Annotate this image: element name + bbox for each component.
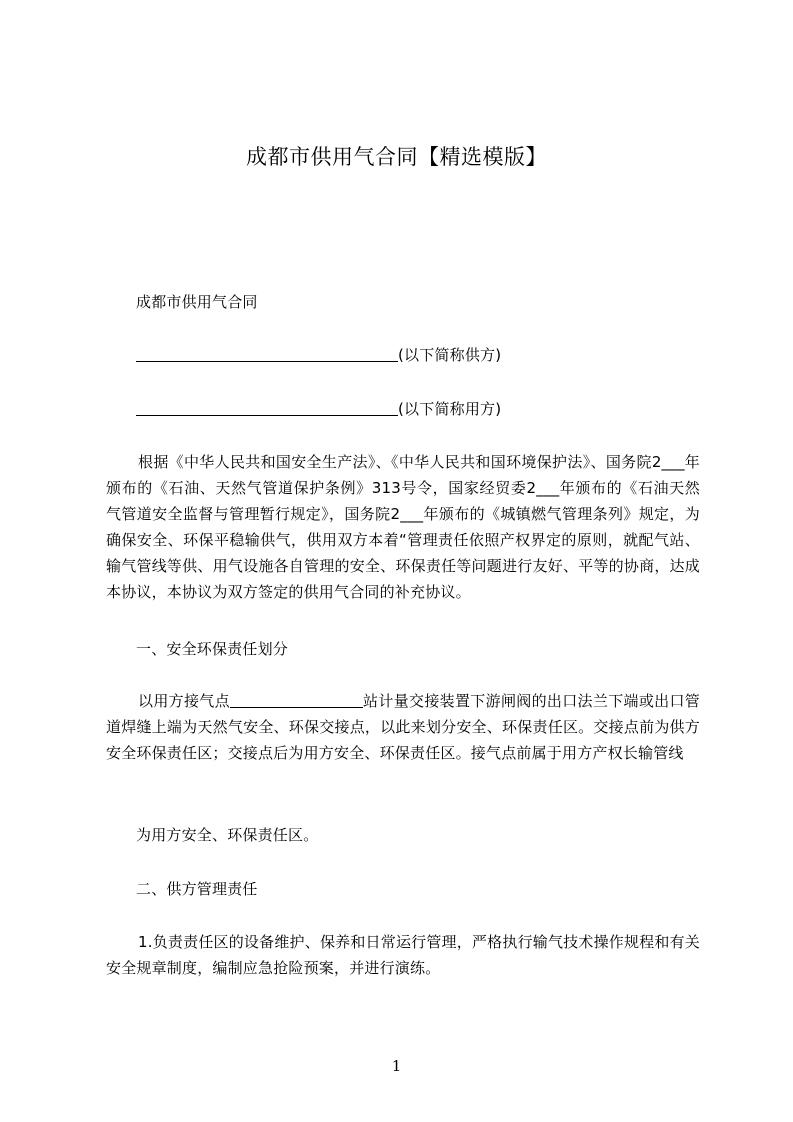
section-2-heading: 二、供方管理责任	[136, 880, 258, 898]
supplier-name-blank[interactable]	[136, 344, 398, 362]
section-1-prefix: 以用方接气点	[138, 692, 230, 710]
section-2-item-1: 1.负责责任区的设备维护、保养和日常运行管理，严格执行输气技术操作规程和有关安全规章制度，编制应急抢险预案，并进行演练。	[106, 933, 700, 977]
supplier-line	[136, 342, 706, 368]
section-1-paragraph	[106, 688, 700, 766]
user-name-blank[interactable]	[136, 398, 398, 416]
page-number: 1	[391, 1057, 402, 1075]
user-line	[136, 396, 706, 422]
document-title: 成都市供用气合同【精选模版】	[246, 145, 547, 169]
supplier-label: (以下简称供方)	[398, 346, 502, 364]
user-label: (以下简称用方)	[398, 400, 502, 418]
section-1-heading: 一、安全环保责任划分	[136, 640, 289, 658]
section-1-tail: 为用方安全、环保责任区。	[136, 826, 319, 844]
section-1-body: 站计量交接装置下游闸阀的出口法兰下端或出口管道焊缝上端为天然气安全、环保交接点，以此来划分安全、环保责任区。交接点前为供方安全环保责任区；交接点后为用方安全、环保责任区。接气点前属于用方产权长输管线	[106, 692, 701, 762]
contract-subtitle: 成都市供用气合同	[136, 293, 258, 311]
preamble-paragraph: 根据《中华人民共和国安全生产法》、《中华人民共和国环境保护法》、国务院2___年颁布的《石油、天然气管道保护条例》313号令，国家经贸委2___年颁布的《石油天然气管道安全监督与管理暂行规定》，国务院2___年颁布的《城镇燃气管理条列》规定，为确保安全、环保平稳输供气，供用双方本着“管理责任依照产权界定的原则，就配气站、输气管线等供、用气设施各自管理的安全、环保责任等问题进行友好、平等的协商，达成本协议，本协议为双方签定的供用气合同的补充协议。	[106, 453, 700, 601]
connection-point-blank[interactable]	[230, 690, 363, 708]
